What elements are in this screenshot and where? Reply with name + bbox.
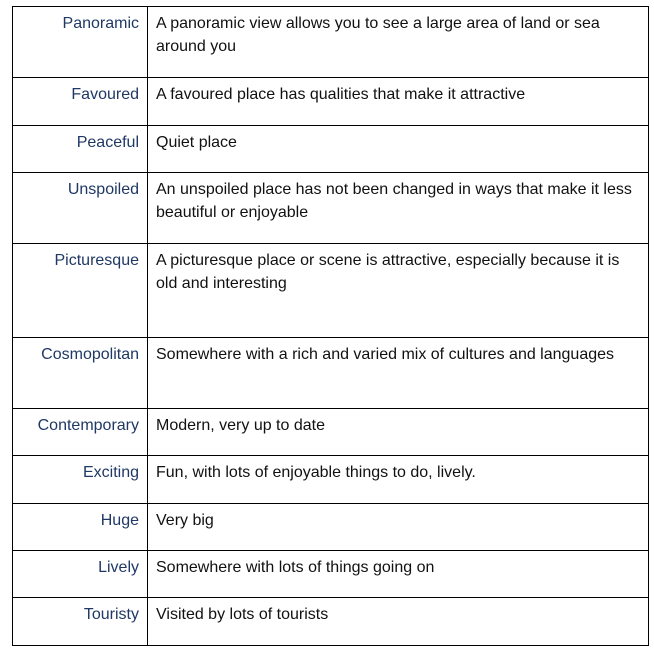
word-cell: Lively: [13, 551, 148, 598]
definition-cell: A picturesque place or scene is attractive, especially because it is old and interesting: [148, 244, 649, 338]
word-cell: Panoramic: [13, 7, 148, 78]
definition-cell: Somewhere with a rich and varied mix of cultures and languages: [148, 338, 649, 409]
definition-cell: Fun, with lots of enjoyable things to do, lively.: [148, 456, 649, 504]
word-cell: Contemporary: [13, 409, 148, 456]
table-row: [13, 551, 649, 598]
definition-cell: Quiet place: [148, 126, 649, 173]
table-row: [13, 338, 649, 409]
definition-cell: A favoured place has qualities that make it attractive: [148, 78, 649, 126]
table-row: [13, 456, 649, 504]
word-cell: Picturesque: [13, 244, 148, 338]
word-cell: Peaceful: [13, 126, 148, 173]
definition-cell: An unspoiled place has not been changed in ways that make it less beautiful or enjoyable: [148, 173, 649, 244]
word-cell: Huge: [13, 504, 148, 551]
word-cell: Favoured: [13, 78, 148, 126]
word-cell: Exciting: [13, 456, 148, 504]
table-row: [13, 504, 649, 551]
table-row: [13, 244, 649, 338]
vocabulary-table: [12, 6, 649, 646]
table-row: [13, 409, 649, 456]
definition-cell: Somewhere with lots of things going on: [148, 551, 649, 598]
definition-cell: Very big: [148, 504, 649, 551]
definition-cell: Modern, very up to date: [148, 409, 649, 456]
table-row: [13, 598, 649, 646]
table-row: [13, 173, 649, 244]
table-row: [13, 7, 649, 78]
definition-cell: Visited by lots of tourists: [148, 598, 649, 646]
word-cell: Touristy: [13, 598, 148, 646]
table-row: [13, 78, 649, 126]
word-cell: Cosmopolitan: [13, 338, 148, 409]
definition-cell: A panoramic view allows you to see a large area of land or sea around you: [148, 7, 649, 78]
table-row: [13, 126, 649, 173]
word-cell: Unspoiled: [13, 173, 148, 244]
